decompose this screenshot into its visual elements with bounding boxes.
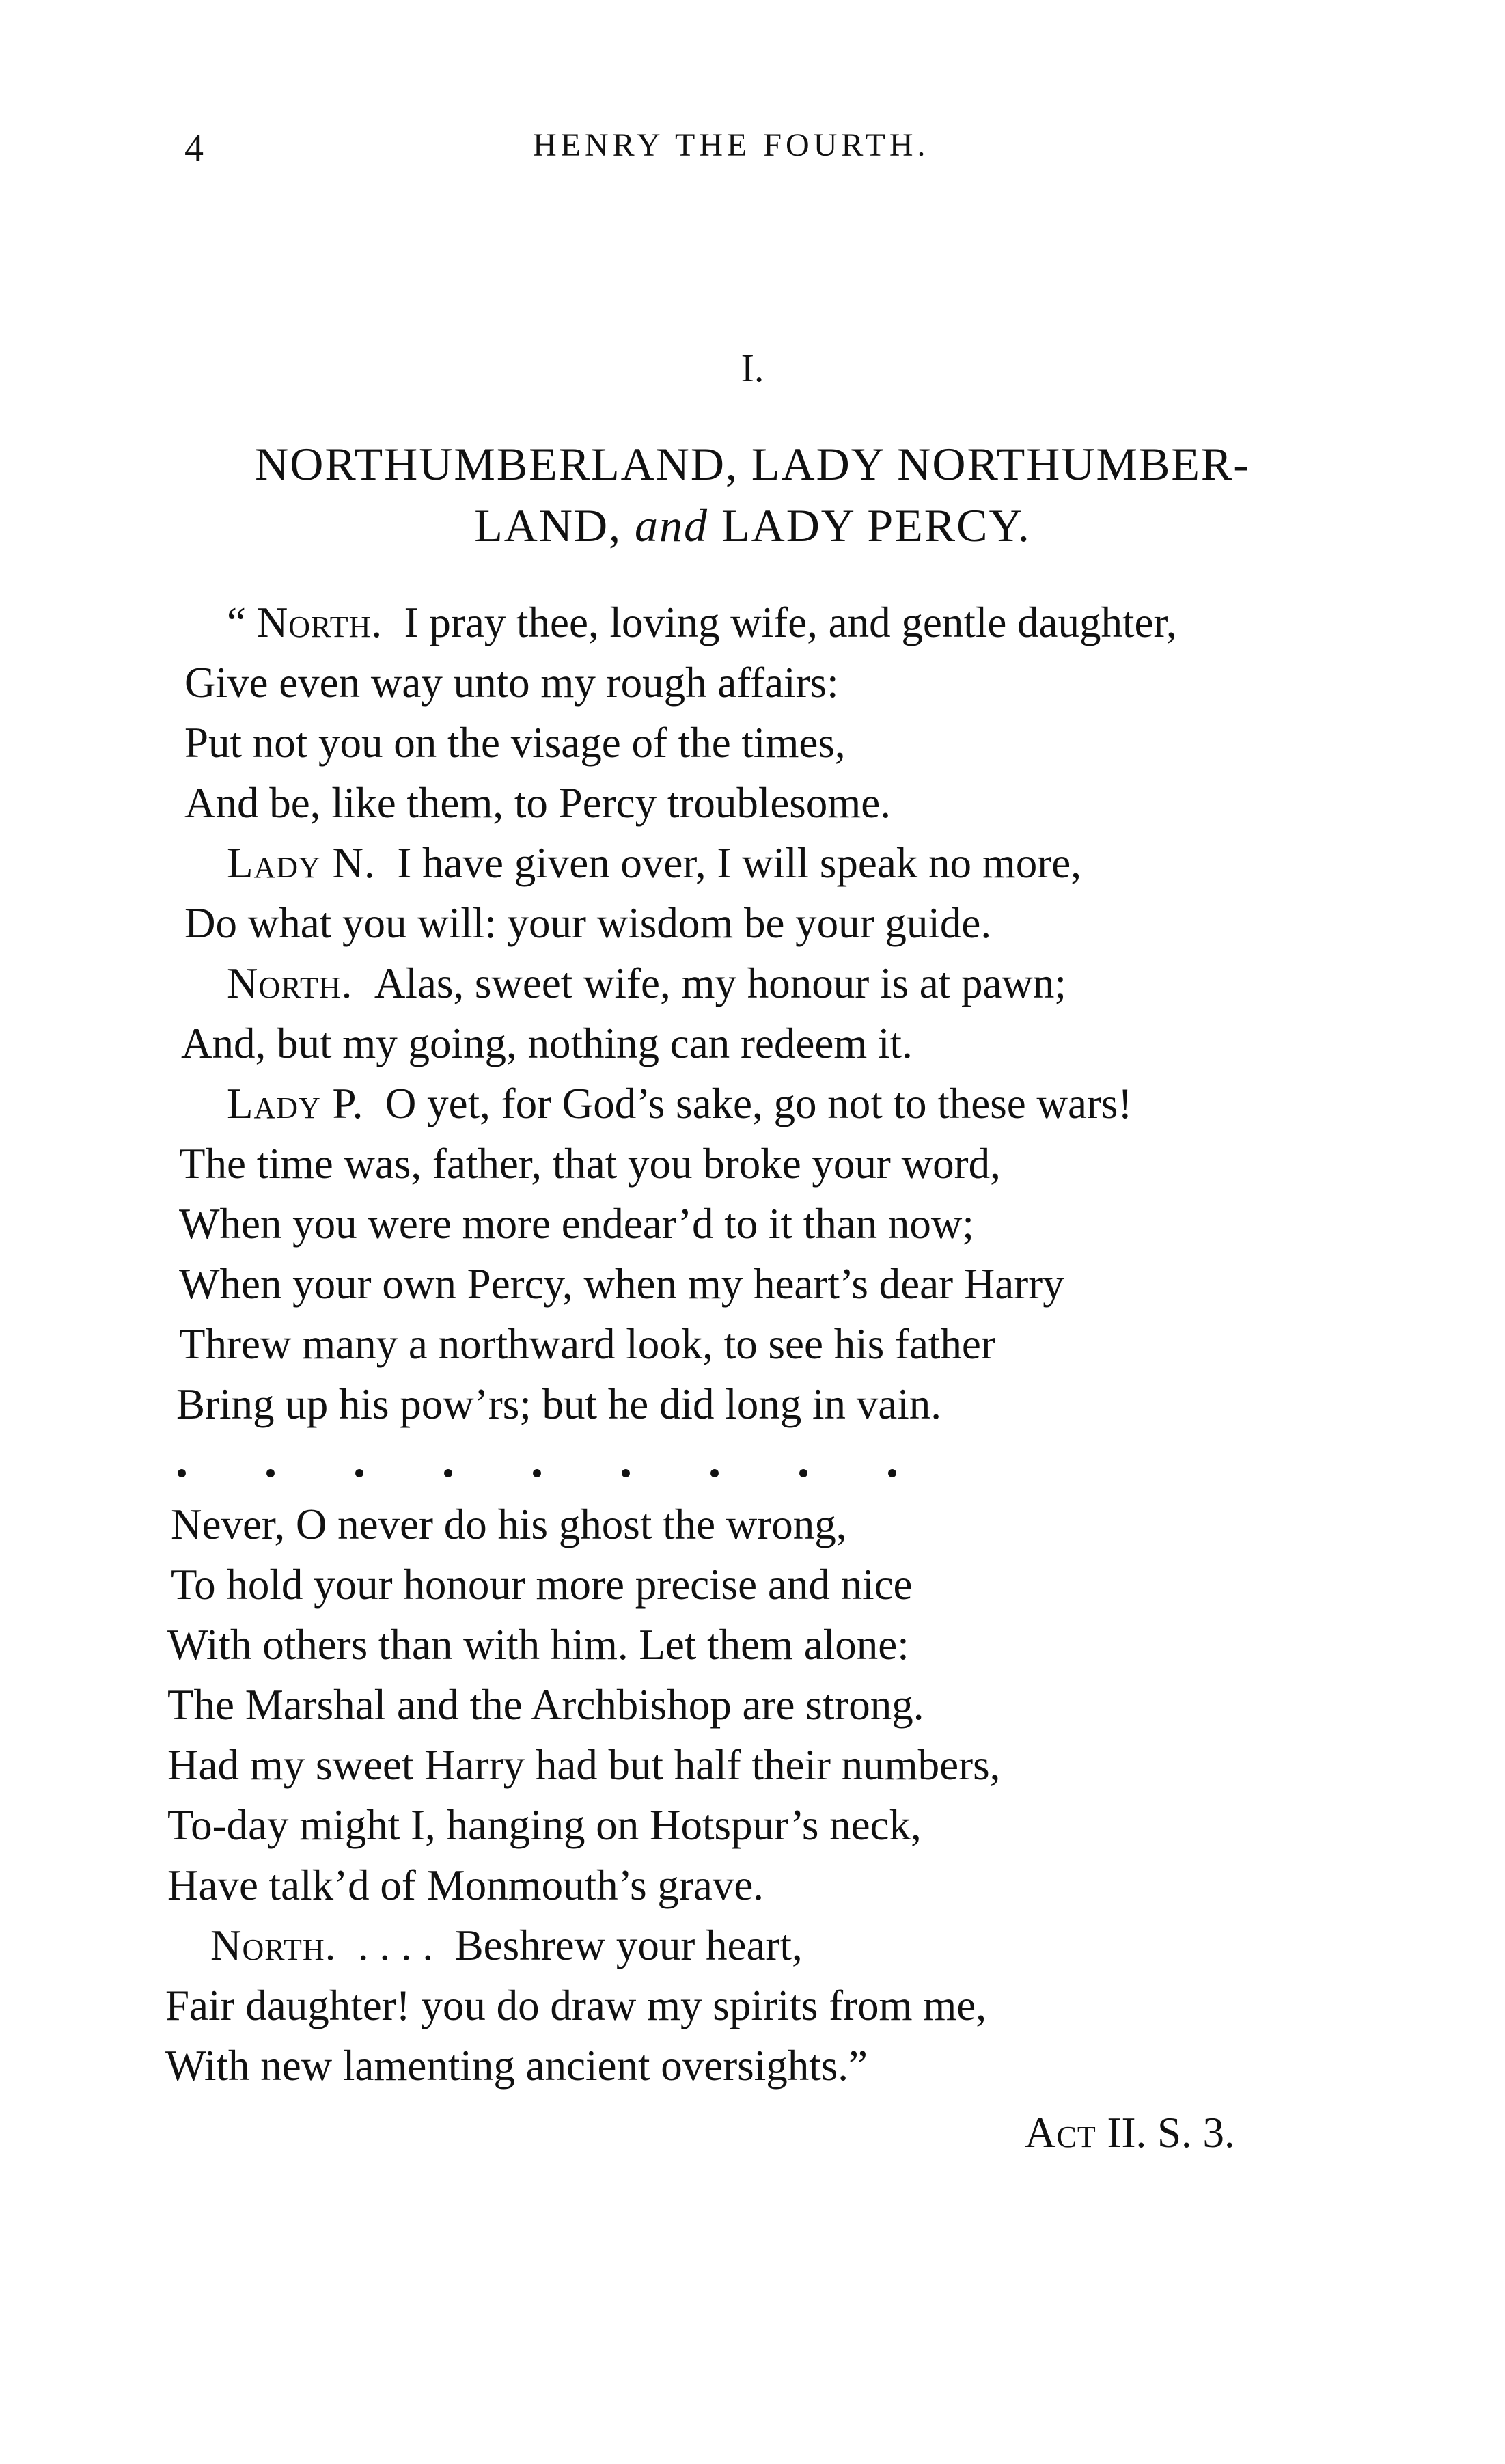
ellipsis-dot [888,1469,896,1477]
open-quote: “ [227,599,246,646]
speaker-name: Lady N. [227,839,376,887]
ellipsis-dot [266,1469,275,1477]
verse-line: Give even way unto my rough affairs: [184,659,839,707]
ellipsis-dot [622,1469,630,1477]
line-text: I have given over, I will speak no more, [397,839,1081,887]
verse-line: When you were more endear’d to it than now; [179,1200,974,1248]
citation-ref: II. S. 3. [1107,2109,1235,2157]
scene-number: I. [741,346,764,390]
verse-line: Never, O never do his ghost the wrong, [171,1501,847,1548]
page-number: 4 [184,127,204,169]
verse-line: Threw many a northward look, to see his father [179,1320,995,1368]
line-text: Alas, sweet wife, my honour is at pawn; [374,959,1066,1007]
verse-line [227,839,1081,887]
heading-line-2 [0,499,1505,553]
speaker-name: North. [227,959,353,1007]
verse-line: Had my sweet Harry had but half their numbers, [167,1741,1001,1789]
ellipsis-row [171,1462,970,1483]
ellipsis-dot [355,1469,363,1477]
ellipsis-text: . . . . [357,1921,434,1969]
ellipsis-dot [710,1469,719,1477]
citation-act: Act [1025,2109,1096,2157]
verse-line [227,1082,1132,1125]
heading-and: and [635,499,709,551]
heading-line-2-part-b: LADY PERCY. [721,499,1031,551]
verse-line: The time was, father, that you broke your word, [179,1140,1001,1188]
verse-line: To hold your honour more precise and nice [171,1561,913,1609]
ellipsis-dot [533,1469,541,1477]
verse-line [227,959,1066,1007]
line-text: I pray thee, loving wife, and gentle daughter, [404,599,1177,646]
verse-line [227,601,1177,644]
line-text: Beshrew your heart, [454,1921,803,1969]
line-text: O yet, for God’s sake, go not to these wars! [385,1080,1133,1127]
ellipsis-dot [799,1469,807,1477]
speaker-name: North. [210,1921,337,1969]
speaker-name: North. [256,599,383,646]
verse-line: To-day might I, hanging on Hotspur’s neck, [167,1801,922,1849]
verse-line: Have talk’d of Monmouth’s grave. [167,1861,764,1909]
running-head [184,126,1346,174]
verse-line: Put not you on the visage of the times, [184,719,846,767]
verse-line: Bring up his pow’rs; but he did long in vain. [176,1380,941,1428]
citation [1025,2109,1235,2157]
verse-line: The Marshal and the Archbishop are strong. [167,1681,924,1729]
verse-line: Fair daughter! you do draw my spirits from me, [165,1982,987,2029]
verse-line: With others than with him. Let them alone: [167,1621,909,1669]
verse-line: With new lamenting ancient oversights.” [165,2042,868,2090]
verse-line: Do what you will: your wisdom be your guide. [184,899,992,947]
ellipsis-dot [444,1469,452,1477]
ellipsis-dot [178,1469,186,1477]
heading-line-1: NORTHUMBERLAND, LADY NORTHUMBER- [255,438,1250,490]
heading-line-2-part-a: LAND, [474,499,622,551]
verse-line: And, but my going, nothing can redeem it. [181,1019,913,1067]
running-title: HENRY THE FOURTH. [533,127,930,163]
verse-line: And be, like them, to Percy troublesome. [184,779,892,827]
speaker-name: Lady P. [227,1080,364,1127]
verse-line [210,1921,803,1969]
verse-line: When your own Percy, when my heart’s dear Harry [179,1260,1064,1308]
